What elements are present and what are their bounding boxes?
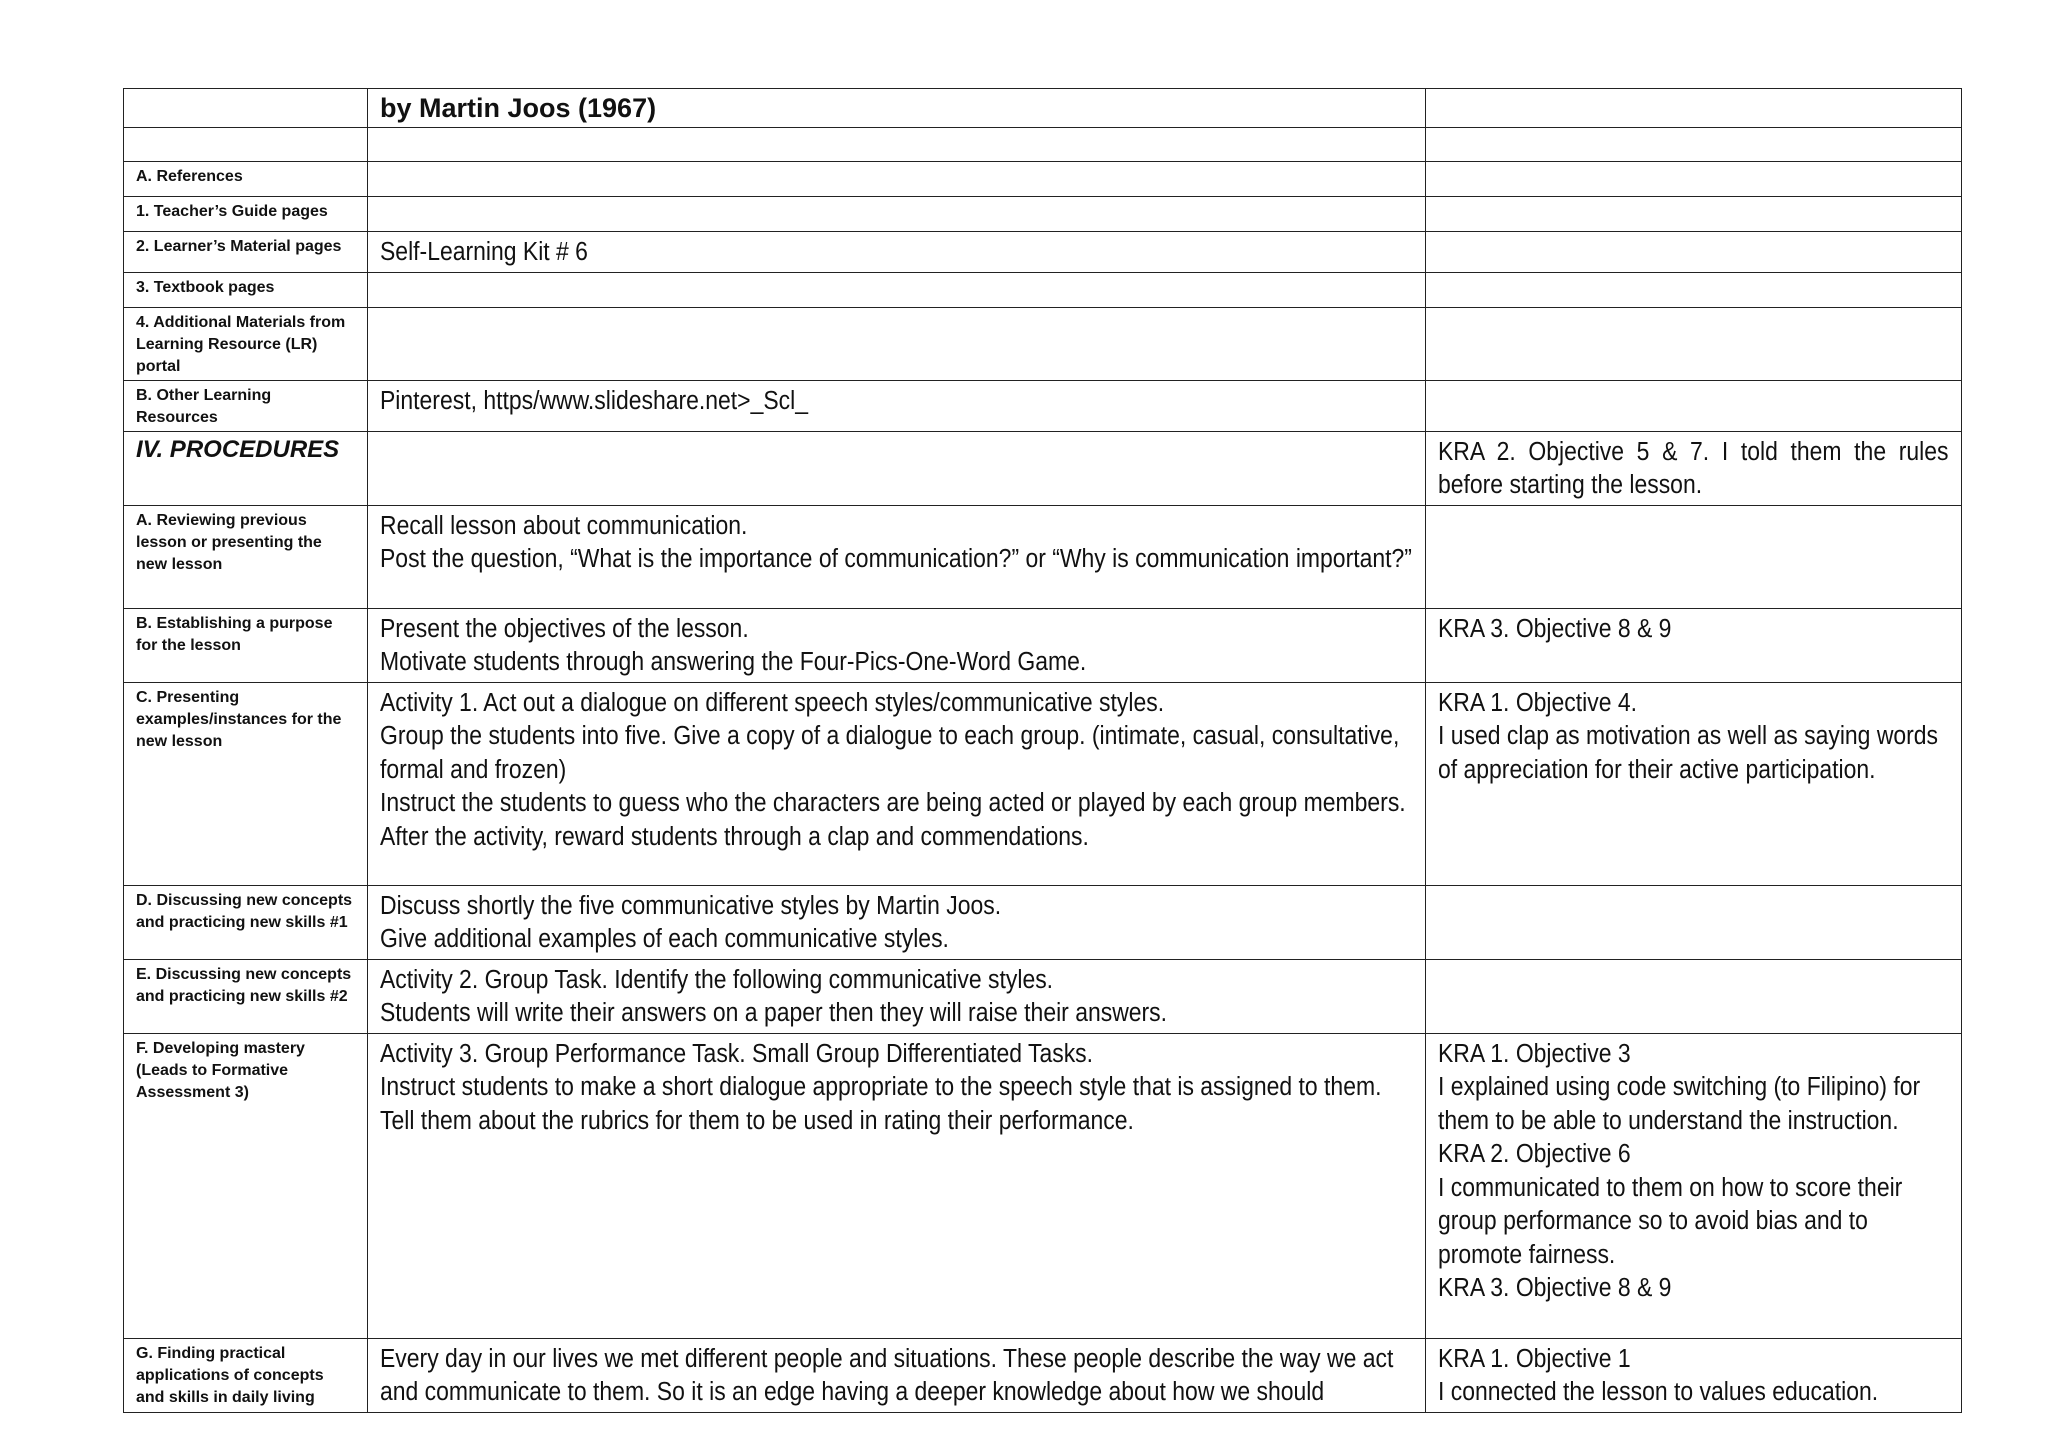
table-row bbox=[124, 682, 1962, 885]
row-remarks bbox=[1426, 1338, 1962, 1412]
row-content: Self-Learning Kit # 6 bbox=[368, 232, 1426, 273]
row-remarks bbox=[1426, 959, 1962, 1033]
row-remarks bbox=[1426, 307, 1962, 380]
row-content bbox=[368, 608, 1426, 682]
row-remarks bbox=[1426, 272, 1962, 307]
row-content bbox=[368, 959, 1426, 1033]
content-line: Tell them about the rubrics for them to be used in rating their performance. bbox=[380, 1106, 1134, 1135]
empty-cell bbox=[1426, 128, 1962, 162]
row-remarks bbox=[1426, 380, 1962, 431]
table-title: by Martin Joos (1967) bbox=[368, 89, 1426, 128]
row-label: D. Discussing new concepts and practicing new skills #1 bbox=[124, 885, 368, 959]
remark-line: KRA 1. Objective 3 bbox=[1438, 1039, 1631, 1068]
row-label: E. Discussing new concepts and practicing new skills #2 bbox=[124, 959, 368, 1033]
remark-line: I communicated to them on how to score their group performance so to avoid bias and to promote fairness. bbox=[1438, 1173, 1903, 1269]
row-label: 3. Textbook pages bbox=[124, 272, 368, 307]
remark-line: I connected the lesson to values education. bbox=[1438, 1378, 1879, 1406]
row-label: A. Reviewing previous lesson or presenting the new lesson bbox=[124, 505, 368, 608]
remark-line: KRA 3. Objective 8 & 9 bbox=[1438, 1274, 1672, 1302]
row-remarks bbox=[1426, 162, 1962, 197]
content-line: Activity 2. Group Task. Identify the following communicative styles. bbox=[380, 965, 1054, 994]
content-line: Present the objectives of the lesson. bbox=[380, 614, 749, 643]
table-row bbox=[124, 1338, 1962, 1412]
row-remarks bbox=[1426, 1033, 1962, 1338]
table-row bbox=[124, 608, 1962, 682]
row-label: 4. Additional Materials from Learning Resource (LR) portal bbox=[124, 307, 368, 380]
row-remarks bbox=[1426, 505, 1962, 608]
table-row bbox=[124, 959, 1962, 1033]
row-content bbox=[368, 272, 1426, 307]
remark-line: KRA 3. Objective 8 & 9 bbox=[1438, 614, 1672, 643]
procedures-heading: IV. PROCEDURES bbox=[124, 431, 368, 505]
row-remarks bbox=[1426, 608, 1962, 682]
table-row bbox=[124, 272, 1962, 307]
row-content bbox=[368, 1338, 1426, 1412]
lesson-log-table bbox=[123, 88, 1962, 1413]
table-row bbox=[124, 380, 1962, 431]
empty-cell bbox=[368, 431, 1426, 505]
content-line: Instruct students to make a short dialogue appropriate to the speech style that is assigned to them. bbox=[380, 1073, 1382, 1101]
row-content: Pinterest, https/www.slideshare.net>_Scl_ bbox=[368, 380, 1426, 431]
title-row bbox=[124, 89, 1962, 128]
row-remarks bbox=[1426, 232, 1962, 273]
row-label: 2. Learner’s Material pages bbox=[124, 232, 368, 273]
remark-line: KRA 1. Objective 4. bbox=[1438, 688, 1637, 717]
row-content bbox=[368, 162, 1426, 197]
row-content bbox=[368, 682, 1426, 885]
row-content bbox=[368, 307, 1426, 380]
row-label: B. Establishing a purpose for the lesson bbox=[124, 608, 368, 682]
content-line: Recall lesson about communication. bbox=[380, 511, 748, 540]
row-label: B. Other Learning Resources bbox=[124, 380, 368, 431]
content-line: Students will write their answers on a paper then they will raise their answers. bbox=[380, 999, 1168, 1027]
procedures-row bbox=[124, 431, 1962, 505]
content-line: Activity 3. Group Performance Task. Small Group Differentiated Tasks. bbox=[380, 1039, 1094, 1068]
procedures-note: KRA 2. Objective 5 & 7. I told them the rules before starting the lesson. bbox=[1426, 431, 1962, 505]
content-line: Instruct the students to guess who the characters are being acted or played by each group members. bbox=[380, 789, 1406, 817]
content-line: Activity 1. Act out a dialogue on different speech styles/communicative styles. bbox=[380, 688, 1165, 717]
remark-line: KRA 2. Objective 6 bbox=[1438, 1140, 1631, 1168]
remark-line: I explained using code switching (to Filipino) for them to be able to understand the instruction. bbox=[1438, 1073, 1921, 1135]
table-row bbox=[124, 885, 1962, 959]
row-remarks bbox=[1426, 682, 1962, 885]
content-line: Post the question, “What is the importance of communication?” or “Why is communication important?” bbox=[380, 545, 1412, 573]
empty-cell bbox=[1426, 89, 1962, 128]
table-row bbox=[124, 505, 1962, 608]
remark-line: KRA 1. Objective 1 bbox=[1438, 1344, 1631, 1373]
content-line: Discuss shortly the five communicative styles by Martin Joos. bbox=[380, 891, 1002, 920]
row-content bbox=[368, 885, 1426, 959]
empty-cell bbox=[124, 89, 368, 128]
row-content bbox=[368, 197, 1426, 232]
row-content bbox=[368, 505, 1426, 608]
row-label: C. Presenting examples/instances for the new lesson bbox=[124, 682, 368, 885]
row-remarks bbox=[1426, 197, 1962, 232]
content-line: Give additional examples of each communicative styles. bbox=[380, 925, 949, 953]
content-line: Every day in our lives we met different people and situations. These people describe the way we act and communicate to them. So it is an edge having a deeper knowledge about how we should bbox=[380, 1344, 1394, 1406]
blank-row bbox=[124, 128, 1962, 162]
table-row bbox=[124, 232, 1962, 273]
table-row bbox=[124, 197, 1962, 232]
row-label: 1. Teacher’s Guide pages bbox=[124, 197, 368, 232]
row-label: F. Developing mastery (Leads to Formative Assessment 3) bbox=[124, 1033, 368, 1338]
table-row bbox=[124, 1033, 1962, 1338]
empty-cell bbox=[124, 128, 368, 162]
row-content bbox=[368, 1033, 1426, 1338]
row-label: G. Finding practical applications of concepts and skills in daily living bbox=[124, 1338, 368, 1412]
row-label: A. References bbox=[124, 162, 368, 197]
content-line: Motivate students through answering the Four-Pics-One-Word Game. bbox=[380, 648, 1087, 676]
table-row bbox=[124, 307, 1962, 380]
content-line: Group the students into five. Give a copy of a dialogue to each group. (intimate, casual, consultative, formal and frozen) bbox=[380, 722, 1400, 784]
remark-line: I used clap as motivation as well as saying words of appreciation for their active participation. bbox=[1438, 722, 1939, 784]
content-line: After the activity, reward students through a clap and commendations. bbox=[380, 822, 1089, 851]
row-remarks bbox=[1426, 885, 1962, 959]
empty-cell bbox=[368, 128, 1426, 162]
table-row bbox=[124, 162, 1962, 197]
